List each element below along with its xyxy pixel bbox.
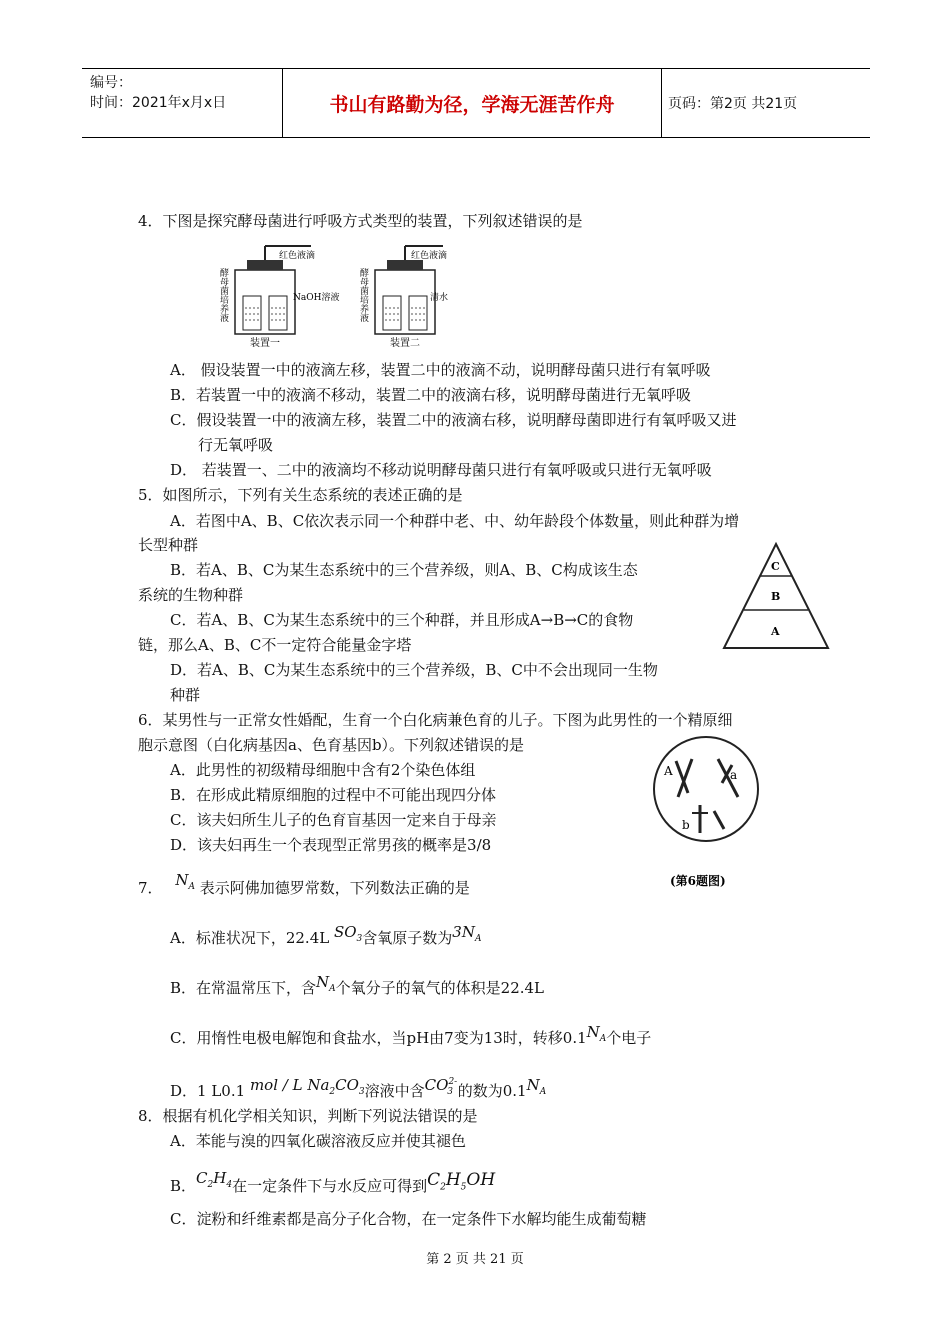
apparatus-one-name: 装置一 [250, 338, 280, 349]
pyramid-label-b: B [771, 590, 781, 603]
apparatus-two [358, 246, 448, 349]
q8-option-a: A．苯能与溴的四氧化碳溶液反应并使其褪色 [170, 1132, 466, 1150]
apparatus-one-side-label: 酵母菌培养液 [218, 268, 228, 322]
q5-option-a-line1: A．若图中A、B、C依次表示同一个种群中老、中、幼年龄段个体数量，则此种群为增 [170, 512, 740, 530]
q6-option-d: D．该夫妇再生一个表现型正常男孩的概率是3/8 [170, 836, 492, 854]
q5-option-b-line2: 系统的生物种群 [138, 586, 244, 604]
q5-pyramid-figure [720, 540, 832, 652]
cell-gene-a-upper: A [664, 764, 673, 778]
q7-option-d: D．1 L0.1 mol / L $Na_2CO_3$溶液中含$CO^{2-}_3$ 的数为$0.1N_A$ [170, 1076, 547, 1100]
apparatus-one [218, 246, 339, 349]
q6-figure-caption: (第6题图) [670, 874, 726, 888]
q6-stem-line1: 6．某男性与一正常女性婚配，生育一个白化病兼色育的儿子。下图为此男性的一个精原细 [138, 711, 733, 729]
q4-stem: 4．下图是探究酵母菌进行呼吸方式类型的装置，下列叙述错误的是 [138, 212, 583, 230]
header-date: 时间：2021年x月x日 [90, 95, 227, 111]
q5-option-c-line1: C．若A、B、C为某生态系统中的三个种群，并且形成A→B→C的食物 [170, 611, 634, 629]
page-footer: 第 2 页 共 21 页 [426, 1252, 524, 1267]
q7-option-b: B．在常温常压下，含$N_A$个氧分子的氧气的体积是22.4L [170, 973, 545, 997]
q5-option-b-line1: B．若A、B、C为某生态系统中的三个营养级，则A、B、C构成该生态 [170, 561, 638, 579]
q7-option-a: A．标准状况下，22.4L $SO_3$含氧原子数为$3N_A$ [170, 923, 482, 947]
q6-stem-line2: 胞示意图（白化病基因a、色育基因b）。下列叙述错误的是 [138, 736, 525, 754]
q5-option-d-line2: 种群 [170, 686, 201, 704]
apparatus-two-solution-label: 清水 [430, 293, 449, 303]
q4-option-a: A． 假设装置一中的液滴左移，装置二中的液滴不动，说明酵母菌只进行有氧呼吸 [170, 361, 711, 379]
q6-option-a: A．此男性的初级精母细胞中含有2个染色体组 [170, 761, 476, 779]
header-motto: 书山有路勤为径，学海无涯苦作舟 [283, 69, 662, 137]
q4-apparatus-figure [215, 238, 449, 350]
apparatus-two-name: 装置二 [390, 338, 420, 349]
cell-gene-b: b [682, 818, 690, 832]
q7-option-c: C．用惰性电极电解饱和食盐水，当pH由7变为13时，转移$0.1N_A$个电子 [170, 1023, 652, 1047]
q7-stem [138, 871, 470, 905]
pyramid-label-c: C [771, 560, 780, 573]
apparatus-two-side-label: 酵母菌培养液 [358, 268, 368, 322]
q7-na-symbol: $N_A$ [175, 871, 195, 892]
cell-gene-a-lower: a [730, 768, 738, 782]
q5-option-a-line2: 长型种群 [138, 536, 199, 554]
q4-option-b: B．若装置一中的液滴不移动，装置二中的液滴右移，说明酵母菌进行无氧呼吸 [170, 386, 692, 404]
header-left-cell [82, 69, 283, 137]
q8-stem: 8．根据有机化学相关知识，判断下列说法错误的是 [138, 1107, 478, 1125]
pyramid-label-a: A [771, 625, 780, 638]
q7-stem-text: 表示阿佛加德罗常数，下列数法正确的是 [199, 879, 470, 897]
header-number: 编号： [90, 75, 132, 91]
apparatus-two-drop-label: 红色液滴 [411, 251, 448, 261]
q4-option-c-line2: 行无氧呼吸 [198, 436, 274, 454]
header-page-number: 页码：第2页 共21页 [668, 96, 798, 112]
q6-option-c: C．该夫妇所生儿子的色育盲基因一定来自于母亲 [170, 811, 497, 829]
q6-option-b: B．在形成此精原细胞的过程中不可能出现四分体 [170, 786, 497, 804]
apparatus-one-solution-label: NaOH溶液 [293, 293, 340, 303]
q5-option-c-line2: 链，那么A、B、C不一定符合能量金字塔 [138, 636, 412, 654]
page-header [82, 68, 870, 138]
apparatus-one-drop-label: 红色液滴 [279, 251, 316, 261]
q5-option-d-line1: D．若A、B、C为某生态系统中的三个营养级，B、C中不会出现同一生物 [170, 661, 658, 679]
q6-cell-figure [650, 725, 762, 893]
q8-option-b: B．$C_2H_4$在一定条件下与水反应可得到$C_2H_5OH$ [170, 1169, 496, 1195]
q5-stem: 5．如图所示，下列有关生态系统的表述正确的是 [138, 486, 463, 504]
q4-option-c-line1: C．假设装置一中的液滴左移，装置二中的液滴右移，说明酵母菌即进行有氧呼吸又进 [170, 411, 737, 429]
q7-number: 7． [138, 879, 163, 897]
q4-option-d: D． 若装置一、二中的液滴均不移动说明酵母菌只进行有氧呼吸或只进行无氧呼吸 [170, 461, 712, 479]
q8-option-c: C．淀粉和纤维素都是高分子化合物，在一定条件下水解均能生成葡萄糖 [170, 1210, 647, 1228]
